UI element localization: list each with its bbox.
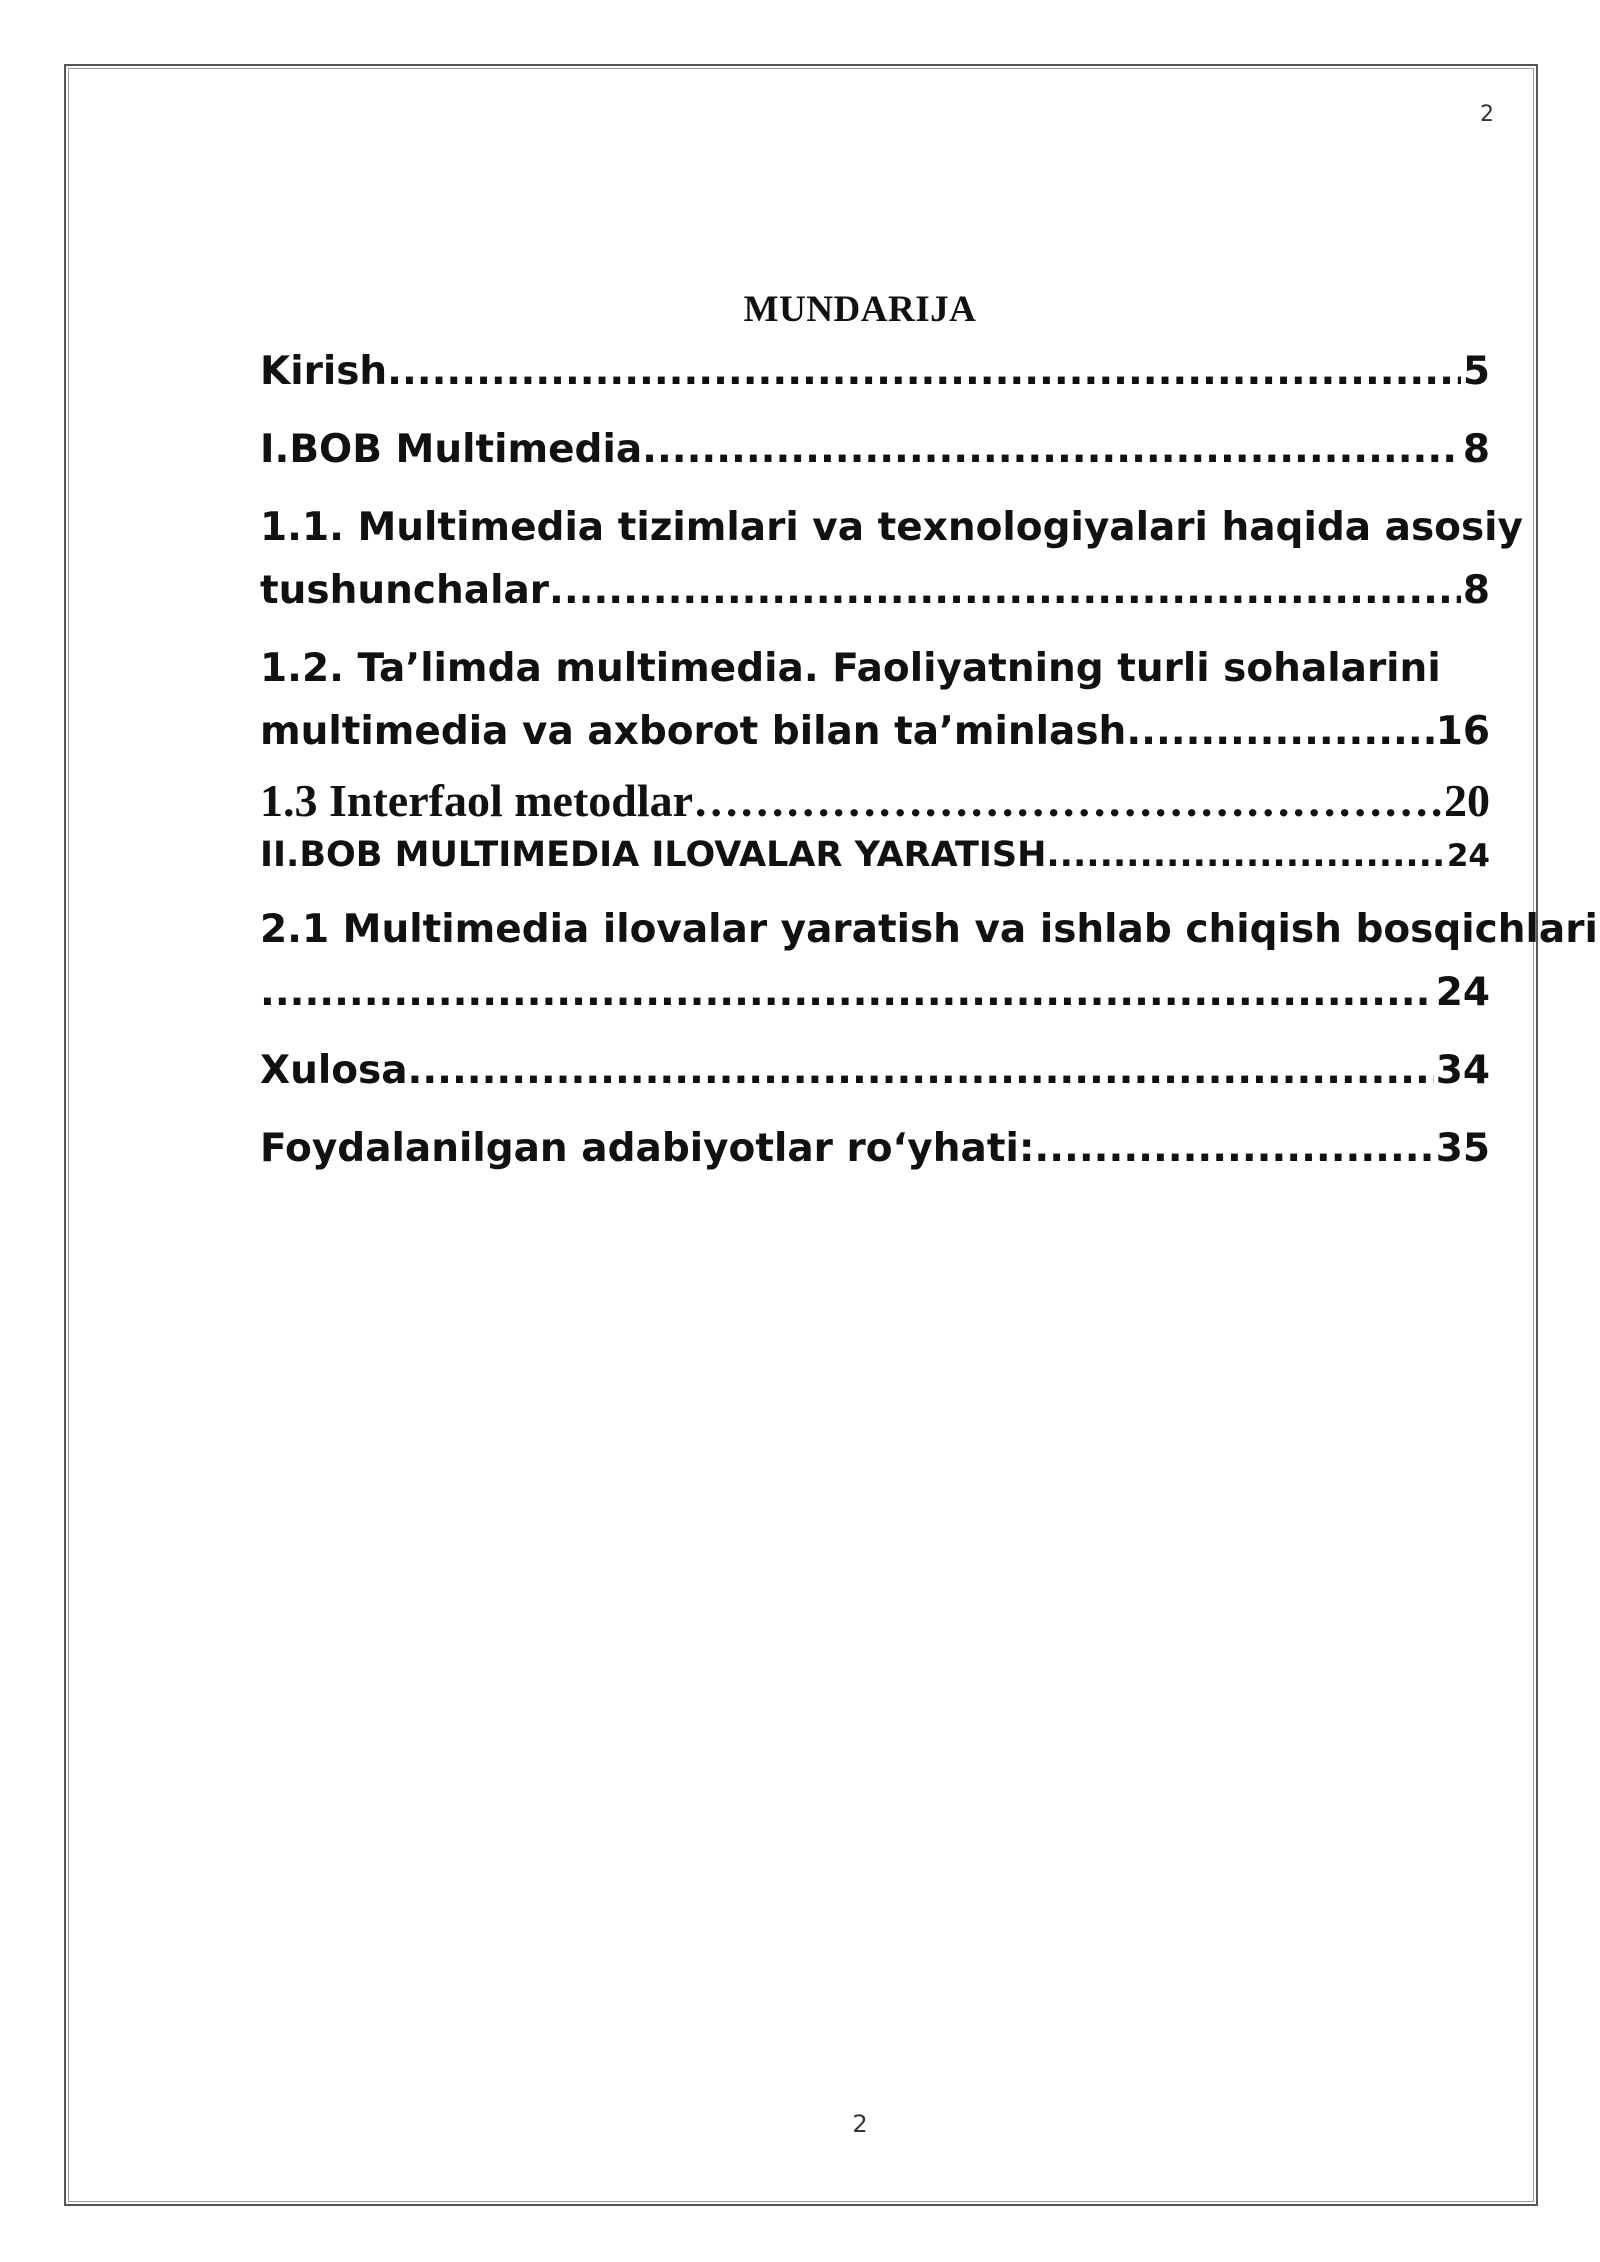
page-number-top: 2 [1480, 102, 1494, 127]
toc-entry-bob-2[interactable] [260, 831, 1490, 880]
leader-dots [387, 340, 1461, 403]
toc-entry-text: 1.3 Interfaol metodlar [260, 775, 694, 826]
toc-entry-text-line1: 1.2. Ta’limda multimedia. Faoliyatning turli sohalarini [260, 646, 1441, 691]
toc-entry-text: Kirish [260, 349, 388, 394]
toc-entry-2-1[interactable] [260, 898, 1598, 1024]
toc-entry-text: Foydalanilgan adabiyotlar ro‘yhati: [260, 1126, 1035, 1171]
leader-dots [1126, 700, 1433, 763]
toc-entry-page: 16 [1435, 709, 1490, 754]
toc-entry-text: I.BOB Multimedia [260, 427, 643, 472]
leader-dots [260, 961, 1434, 1024]
table-of-contents [260, 340, 1598, 1180]
toc-entry-xulosa[interactable] [260, 1039, 1490, 1102]
toc-entry-1-3[interactable] [260, 771, 1490, 831]
toc-entry-page: 8 [1462, 427, 1490, 472]
toc-entry-text: II.BOB MULTIMEDIA ILOVALAR YARATISH [260, 835, 1047, 875]
toc-entry-text-line1: 1.1. Multimedia tizimlari va texnologiyalari haqida asosiy [260, 505, 1523, 550]
toc-title: MUNDARIJA [743, 289, 977, 330]
toc-entry-page: 8 [1462, 568, 1490, 613]
toc-entry-page: 34 [1435, 1048, 1490, 1093]
toc-entry-1-1[interactable] [260, 496, 1523, 622]
toc-entry-page: 24 [1435, 970, 1490, 1015]
leader-dots [1046, 831, 1444, 879]
toc-entry-bob-1[interactable] [260, 418, 1490, 481]
toc-entry-text: Xulosa [260, 1048, 408, 1093]
leader-dots [693, 771, 1442, 831]
toc-entry-text-line1: 2.1 Multimedia ilovalar yaratish va ishlab chiqish bosqichlari [260, 907, 1598, 952]
leader-dots [408, 1039, 1434, 1102]
leader-dots [642, 418, 1461, 481]
toc-entry-text: multimedia va axborot bilan ta’minlash [260, 709, 1127, 754]
page-number-bottom: 2 [852, 2110, 868, 2138]
toc-entry-text: tushunchalar [260, 568, 550, 613]
toc-entry-page: 35 [1435, 1126, 1490, 1171]
toc-entry-page: 24 [1446, 838, 1490, 874]
toc-entry-page: 20 [1444, 775, 1490, 826]
toc-entry-1-2[interactable] [260, 637, 1490, 763]
leader-dots [1034, 1117, 1433, 1180]
toc-entry-page: 5 [1462, 349, 1490, 394]
toc-entry-adabiyotlar[interactable] [260, 1117, 1490, 1180]
toc-entry-kirish[interactable] [260, 340, 1490, 403]
leader-dots [549, 559, 1461, 622]
